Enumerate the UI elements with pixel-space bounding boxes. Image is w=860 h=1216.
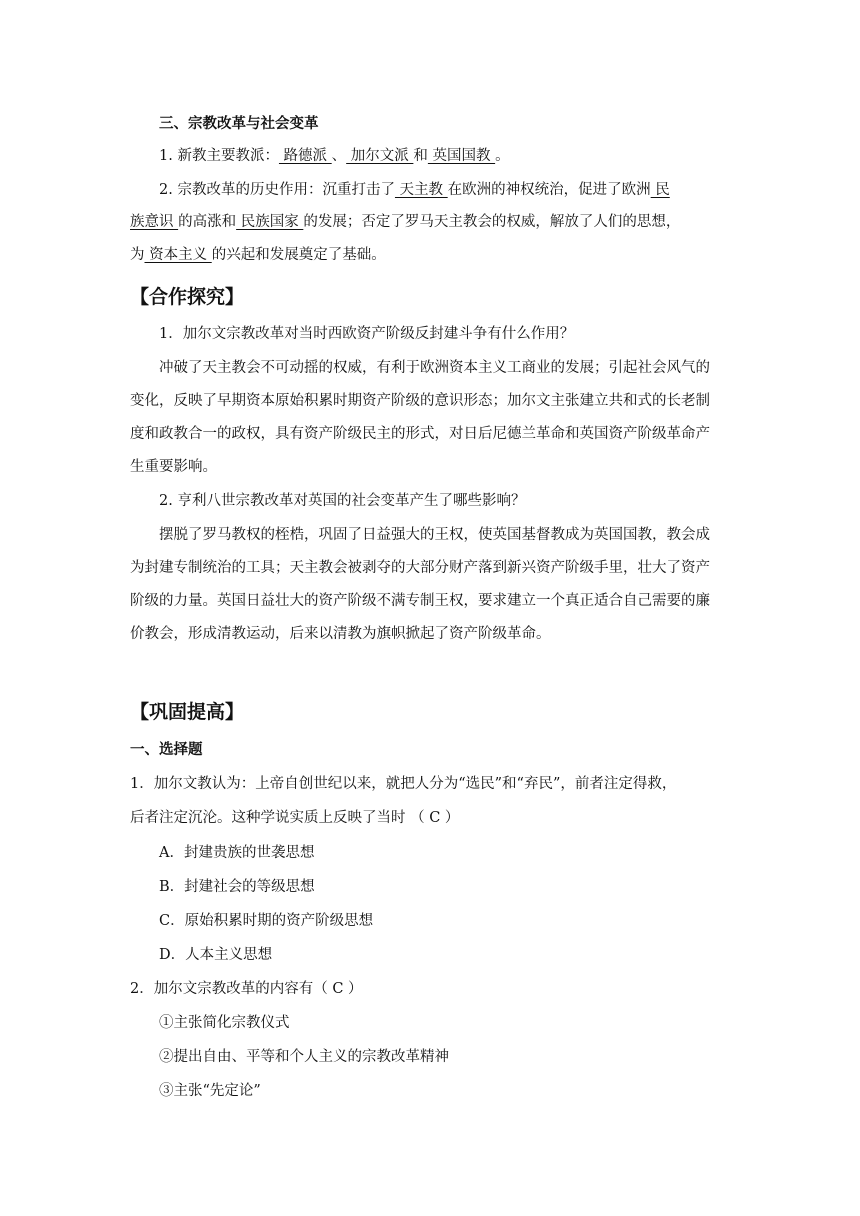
fill-blank: 资本主义	[144, 247, 212, 263]
question-line: 1．加尔文教认为：上帝自创世纪以来，就把人分为“选民”和“弃民”，前者注定得救，	[130, 776, 677, 792]
fill-blank: 族意识	[130, 214, 179, 230]
answer-line: 阶级的力量。英国日益壮大的资产阶级不满专制王权，要求建立一个真正适合自己需要的廉	[130, 593, 710, 609]
section-heading: 【巩固提高】	[130, 701, 245, 723]
question-line: 后者注定沉沦。这种学说实质上反映了当时 （ C ）	[130, 810, 460, 826]
option: D．人本主义思想	[159, 947, 273, 963]
answer-line: 生重要影响。	[130, 459, 217, 475]
answer-line: 度和政教合一的政权，具有资产阶级民主的形式，对日后尼德兰革命和英国资产阶级革命产	[130, 426, 710, 442]
list-item: ③主张“先定论”	[159, 1083, 261, 1099]
answer-line: 价教会，形成清教运动，后来以清教为旗帜掀起了资产阶级革命。	[130, 626, 551, 642]
fill-blank: 民	[650, 182, 670, 198]
fill-blank: 民族国家	[236, 214, 304, 230]
list-item: ②提出自由、平等和个人主义的宗教改革精神	[159, 1049, 449, 1065]
fill-blank: 英国国教	[427, 148, 496, 164]
question: 1．加尔文宗教改革对当时西欧资产阶级反封建斗争有什么作用？	[159, 326, 575, 342]
section-heading: 三、宗教改革与社会变革	[159, 116, 319, 132]
option: A．封建贵族的世袭思想	[159, 845, 315, 861]
answer-line: 摆脱了罗马教权的桎梏，巩固了日益强大的王权，使英国基督教成为英国国教，教会成	[159, 527, 710, 543]
section-heading: 【合作探究】	[130, 286, 245, 308]
fill-blank: 天主教	[394, 182, 448, 198]
option: C．原始积累时期的资产阶级思想	[159, 913, 374, 929]
list-item: ①主张简化宗教仪式	[159, 1015, 290, 1031]
answer-line: 冲破了天主教会不可动摇的权威，有利于欧洲资本主义工商业的发展；引起社会风气的	[159, 360, 710, 376]
subsection-heading: 一、选择题	[130, 742, 203, 758]
answer-line: 变化，反映了早期资本原始积累时期资产阶级的意识形态；加尔文主张建立共和式的长老制	[130, 393, 710, 409]
item-2-line-3: 为 资本主义 的兴起和发展奠定了基础。	[130, 247, 386, 263]
fill-blank: 路德派	[278, 148, 332, 164]
question-line: 2．加尔文宗教改革的内容有（ C ）	[130, 981, 363, 997]
answer-line: 为封建专制统治的工具；天主教会被剥夺的大部分财产落到新兴资产阶级手里，壮大了资产	[130, 560, 710, 576]
question: 2. 亨利八世宗教改革对英国的社会变革产生了哪些影响？	[159, 493, 526, 509]
option: B．封建社会的等级思想	[159, 879, 315, 895]
fill-blank: 加尔文派	[346, 148, 414, 164]
item-2-line-2: 族意识 的高涨和 民族国家 的发展；否定了罗马天主教会的权威，解放了人们的思想，	[130, 214, 681, 230]
item-1: 1. 新教主要教派： 路德派 、 加尔文派 和 英国国教 。	[159, 148, 510, 164]
item-2-line-1: 2. 宗教改革的历史作用：沉重打击了 天主教 在欧洲的神权统治，促进了欧洲 民	[159, 182, 670, 198]
